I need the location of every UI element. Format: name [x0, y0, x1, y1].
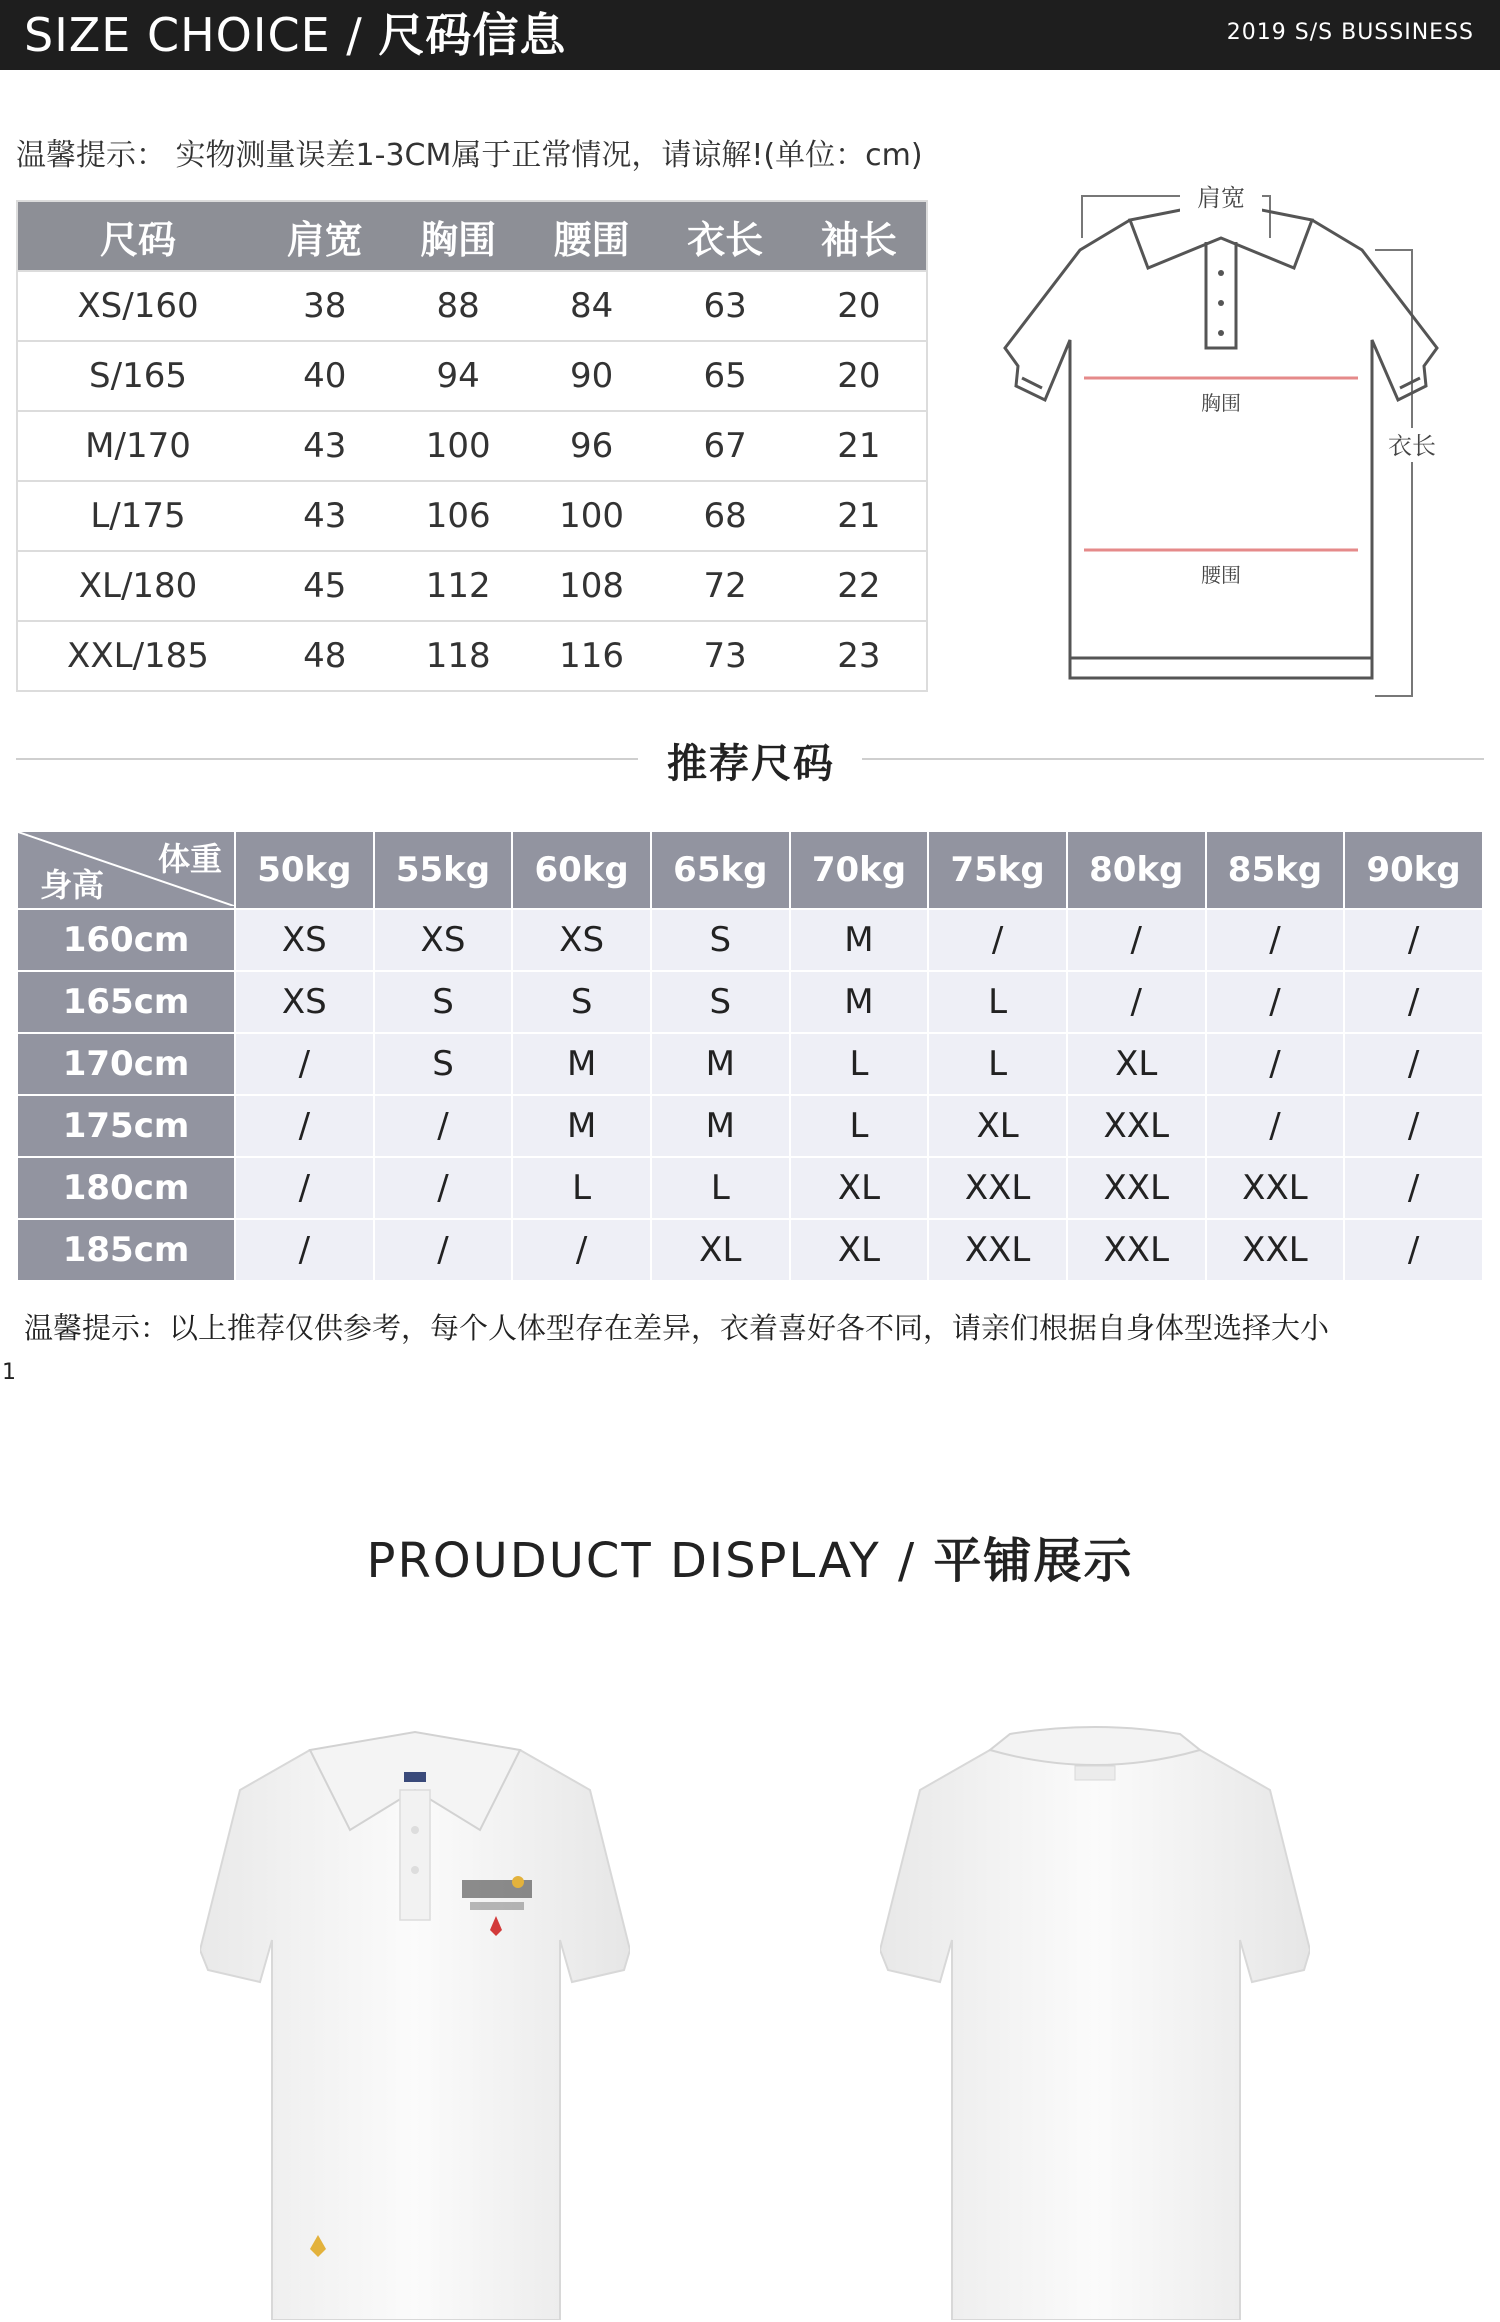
size-cell: L — [790, 1095, 929, 1157]
table-row — [17, 1219, 1483, 1281]
height-cell: 170cm — [17, 1033, 235, 1095]
table-row — [17, 341, 927, 411]
table-cell: 116 — [525, 621, 658, 691]
size-cell: / — [235, 1095, 374, 1157]
chest-label: 胸围 — [1201, 391, 1241, 415]
height-cell: 180cm — [17, 1157, 235, 1219]
size-cell: L — [928, 971, 1067, 1033]
size-cell: XS — [512, 909, 651, 971]
table-cell: 48 — [258, 621, 391, 691]
table-cell: 73 — [658, 621, 791, 691]
divider-right — [862, 758, 1484, 760]
table-cell: 63 — [658, 271, 791, 341]
table-cell: 67 — [658, 411, 791, 481]
size-cell: XL — [1067, 1033, 1206, 1095]
height-axis-label: 身高 — [40, 866, 105, 904]
table-cell: 40 — [258, 341, 391, 411]
table-cell: M/170 — [17, 411, 258, 481]
table-cell: 90 — [525, 341, 658, 411]
season-label: 2019 S/S BUSSINESS — [1226, 20, 1474, 45]
size-cell: XXL — [1067, 1095, 1206, 1157]
table-cell: 100 — [391, 411, 524, 481]
size-cell: XXL — [1067, 1219, 1206, 1281]
size-cell: / — [1344, 971, 1483, 1033]
size-table-header — [17, 201, 927, 271]
height-cell: 165cm — [17, 971, 235, 1033]
size-cell: / — [374, 1095, 513, 1157]
recommend-note: 温馨提示：以上推荐仅供参考，每个人体型存在差异，衣着喜好各不同，请亲们根据自身体型选择大小 — [24, 1311, 1330, 1345]
size-cell: XS — [235, 971, 374, 1033]
header-cell: 衣长 — [658, 201, 791, 271]
size-cell: S — [374, 971, 513, 1033]
table-row — [17, 1095, 1483, 1157]
size-cell: XXL — [928, 1157, 1067, 1219]
table-cell: 45 — [258, 551, 391, 621]
shirt-diagram — [980, 178, 1460, 718]
table-cell: 20 — [792, 341, 927, 411]
weight-header: 85kg — [1206, 831, 1345, 909]
table-cell: 65 — [658, 341, 791, 411]
recommend-header — [17, 831, 1483, 909]
height-cell: 175cm — [17, 1095, 235, 1157]
table-row — [17, 271, 927, 341]
weight-axis-label: 体重 — [157, 840, 222, 878]
size-cell: M — [790, 909, 929, 971]
table-cell: L/175 — [17, 481, 258, 551]
size-cell: XS — [374, 909, 513, 971]
size-cell: XL — [928, 1095, 1067, 1157]
height-cell: 160cm — [17, 909, 235, 971]
size-cell: / — [235, 1157, 374, 1219]
display-title: PROUDUCT DISPLAY / 平铺展示 — [366, 1533, 1134, 1589]
size-table — [16, 200, 928, 692]
size-cell: / — [374, 1219, 513, 1281]
size-cell: XS — [235, 909, 374, 971]
size-cell: / — [374, 1157, 513, 1219]
table-cell: 94 — [391, 341, 524, 411]
table-cell: 118 — [391, 621, 524, 691]
size-cell: L — [512, 1157, 651, 1219]
size-cell: S — [651, 971, 790, 1033]
weight-header: 80kg — [1067, 831, 1206, 909]
table-cell: 43 — [258, 411, 391, 481]
table-cell: 100 — [525, 481, 658, 551]
size-cell: XXL — [1206, 1219, 1345, 1281]
header-cell: 腰围 — [525, 201, 658, 271]
size-cell: / — [1206, 1033, 1345, 1095]
corner-cell — [17, 831, 235, 909]
table-row — [17, 1157, 1483, 1219]
header-cell: 尺码 — [17, 201, 258, 271]
table-cell: S/165 — [17, 341, 258, 411]
table-cell: 22 — [792, 551, 927, 621]
shirt-front-photo — [200, 1720, 630, 2320]
table-row — [17, 909, 1483, 971]
table-row — [17, 411, 927, 481]
size-cell: XXL — [1067, 1157, 1206, 1219]
page-title: SIZE CHOICE / 尺码信息 — [24, 8, 567, 62]
size-cell: XL — [651, 1219, 790, 1281]
size-cell: / — [1344, 909, 1483, 971]
size-cell: / — [512, 1219, 651, 1281]
table-row — [17, 1033, 1483, 1095]
weight-header: 90kg — [1344, 831, 1483, 909]
weight-header: 50kg — [235, 831, 374, 909]
weight-header: 55kg — [374, 831, 513, 909]
size-cell: M — [790, 971, 929, 1033]
size-cell: L — [651, 1157, 790, 1219]
table-cell: 38 — [258, 271, 391, 341]
waist-label: 腰围 — [1201, 563, 1241, 587]
size-cell: / — [235, 1219, 374, 1281]
recommend-table — [16, 830, 1484, 1282]
page-number: 1 — [2, 1360, 16, 1385]
table-cell: 20 — [792, 271, 927, 341]
size-cell: M — [512, 1033, 651, 1095]
size-cell: L — [928, 1033, 1067, 1095]
table-cell: 112 — [391, 551, 524, 621]
table-cell: 106 — [391, 481, 524, 551]
header-cell: 胸围 — [391, 201, 524, 271]
shoulder-label: 肩宽 — [1197, 184, 1245, 212]
size-cell: M — [512, 1095, 651, 1157]
size-cell: XL — [790, 1219, 929, 1281]
size-cell: XXL — [1206, 1157, 1345, 1219]
size-cell: S — [651, 909, 790, 971]
table-cell: 88 — [391, 271, 524, 341]
weight-header: 75kg — [928, 831, 1067, 909]
table-cell: XL/180 — [17, 551, 258, 621]
size-cell: / — [1344, 1033, 1483, 1095]
table-cell: 21 — [792, 481, 927, 551]
table-cell: 108 — [525, 551, 658, 621]
size-cell: S — [374, 1033, 513, 1095]
size-cell: M — [651, 1033, 790, 1095]
table-row — [17, 621, 927, 691]
header-cell: 袖长 — [792, 201, 927, 271]
table-cell: 68 — [658, 481, 791, 551]
size-cell: S — [512, 971, 651, 1033]
size-cell: / — [1067, 971, 1206, 1033]
shirt-back-photo — [880, 1720, 1310, 2320]
size-cell: XXL — [928, 1219, 1067, 1281]
weight-header: 70kg — [790, 831, 929, 909]
size-cell: / — [1206, 971, 1345, 1033]
table-row — [17, 481, 927, 551]
length-label: 衣长 — [1388, 432, 1436, 460]
size-cell: / — [1206, 909, 1345, 971]
table-row — [17, 551, 927, 621]
table-cell: 84 — [525, 271, 658, 341]
size-cell: / — [1067, 909, 1206, 971]
table-cell: XXL/185 — [17, 621, 258, 691]
size-cell: / — [1206, 1095, 1345, 1157]
size-note: 温馨提示： 实物测量误差1-3CM属于正常情况，请谅解!(单位：cm) — [16, 138, 923, 173]
size-cell: / — [928, 909, 1067, 971]
table-cell: 21 — [792, 411, 927, 481]
weight-header: 60kg — [512, 831, 651, 909]
header-cell: 肩宽 — [258, 201, 391, 271]
height-cell: 185cm — [17, 1219, 235, 1281]
table-cell: 72 — [658, 551, 791, 621]
table-cell: 96 — [525, 411, 658, 481]
recommend-title: 推荐尺码 — [667, 741, 835, 787]
size-cell: L — [790, 1033, 929, 1095]
divider-left — [16, 758, 638, 760]
header-bar — [0, 0, 1500, 70]
table-row — [17, 971, 1483, 1033]
size-cell: / — [1344, 1157, 1483, 1219]
size-cell: / — [235, 1033, 374, 1095]
size-cell: XL — [790, 1157, 929, 1219]
size-cell: M — [651, 1095, 790, 1157]
table-cell: 23 — [792, 621, 927, 691]
table-cell: XS/160 — [17, 271, 258, 341]
weight-header: 65kg — [651, 831, 790, 909]
table-cell: 43 — [258, 481, 391, 551]
size-cell: / — [1344, 1095, 1483, 1157]
size-cell: / — [1344, 1219, 1483, 1281]
